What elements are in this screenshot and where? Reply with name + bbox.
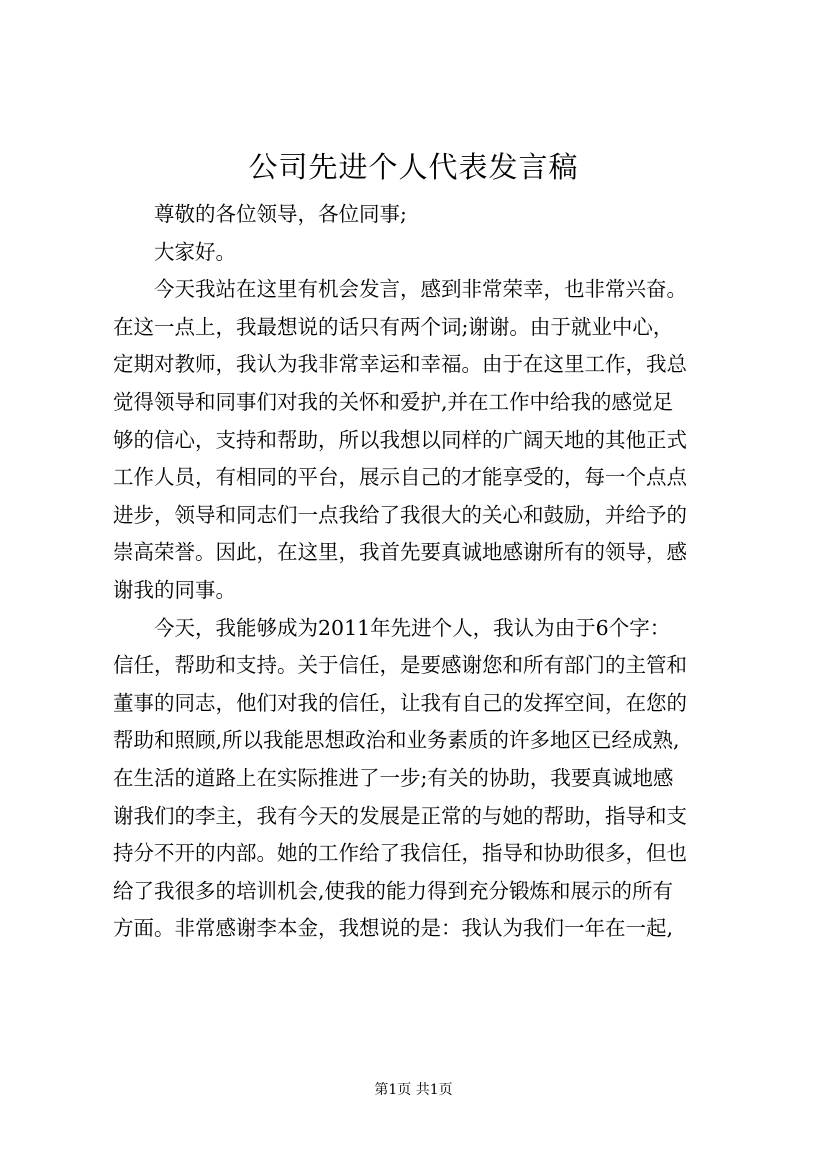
document-title: 公司先进个人代表发言稿 bbox=[248, 150, 579, 184]
page-footer: 第1页 共1页 bbox=[374, 1082, 453, 1098]
paragraph-line: 够的信心，支持和帮助，所以我想以同样的广阔天地的其他正式 bbox=[113, 427, 687, 452]
paragraph-line: 谢我的同事。 bbox=[113, 577, 236, 602]
paragraph-line: 在这一点上，我最想说的话只有两个词;谢谢。由于就业中心， bbox=[113, 314, 674, 339]
paragraph-line: 信任，帮助和支持。关于信任，是要感谢您和所有部门的主管和 bbox=[113, 653, 687, 678]
paragraph-line: 持分不开的内部。她的工作给了我信任，指导和协助很多，但也 bbox=[113, 841, 687, 866]
salutation-line: 尊敬的各位领导，各位同事; bbox=[154, 202, 407, 226]
paragraph-line: 定期对教师，我认为我非常幸运和幸福。由于在这里工作，我总 bbox=[113, 352, 687, 377]
paragraph-line: 给了我很多的培训机会,使我的能力得到充分锻炼和展示的所有 bbox=[113, 878, 674, 903]
paragraph-line: 方面。非常感谢李本金，我想说的是：我认为我们一年在一起, bbox=[113, 916, 674, 941]
greeting-line: 大家好。 bbox=[154, 239, 236, 264]
paragraph-line: 觉得领导和同事们对我的关怀和爱护,并在工作中给我的感觉足 bbox=[113, 389, 674, 414]
paragraph-line: 董事的同志，他们对我的信任，让我有自己的发挥空间，在您的 bbox=[113, 690, 687, 715]
paragraph-line: 今天我站在这里有机会发言，感到非常荣幸，也非常兴奋。 bbox=[154, 277, 687, 302]
paragraph-line: 崇高荣誉。因此，在这里，我首先要真诚地感谢所有的领导，感 bbox=[113, 540, 687, 565]
paragraph-line: 帮助和照顾,所以我能思想政治和业务素质的许多地区已经成熟, bbox=[113, 728, 680, 753]
paragraph-line: 工作人员，有相同的平台，展示自己的才能享受的，每一个点点 bbox=[113, 465, 687, 490]
paragraph-line: 谢我们的李主，我有今天的发展是正常的与她的帮助，指导和支 bbox=[113, 803, 687, 828]
paragraph-line: 在生活的道路上在实际推进了一步;有关的协助，我要真诚地感 bbox=[113, 765, 674, 790]
document-body bbox=[113, 196, 739, 948]
paragraph-line: 进步，领导和同志们一点我给了我很大的关心和鼓励，并给予的 bbox=[113, 502, 687, 527]
paragraph-line: 今天，我能够成为2011年先进个人，我认为由于6个字： bbox=[154, 615, 671, 640]
